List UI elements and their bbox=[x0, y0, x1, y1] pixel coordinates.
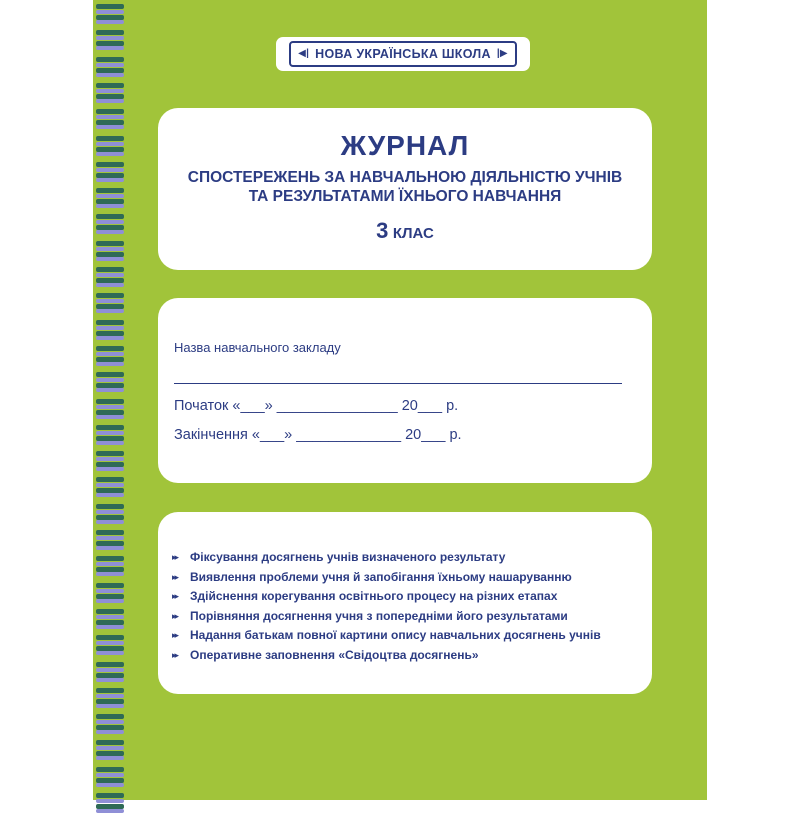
binding-coil bbox=[96, 556, 124, 582]
grade-word: КЛАС bbox=[392, 225, 434, 242]
binding-coil bbox=[96, 635, 124, 661]
binding-coil bbox=[96, 214, 124, 240]
binding-coil bbox=[96, 477, 124, 503]
binding-coil bbox=[96, 767, 124, 793]
double-chevron-right-icon: ▸▸ bbox=[172, 610, 178, 621]
binding-coil bbox=[96, 399, 124, 425]
list-item-text: Фіксування досягнень учнів визначеного результату bbox=[190, 550, 506, 564]
list-item bbox=[172, 548, 601, 568]
triangle-right-icon: |▶ bbox=[496, 48, 508, 59]
binding-coil bbox=[96, 267, 124, 293]
list-item bbox=[172, 646, 601, 666]
school-name-field bbox=[174, 383, 622, 384]
binding-coil bbox=[96, 83, 124, 109]
triangle-left-icon: ◀| bbox=[298, 48, 310, 59]
binding-coil bbox=[96, 793, 124, 819]
title-card bbox=[158, 108, 652, 270]
features-card bbox=[158, 512, 652, 694]
binding-coil bbox=[96, 740, 124, 766]
double-chevron-right-icon: ▸▸ bbox=[172, 591, 178, 602]
binding-coil bbox=[96, 320, 124, 346]
binding-coil bbox=[96, 109, 124, 135]
school-name-label: Назва навчального закладу bbox=[174, 340, 341, 355]
double-chevron-right-icon: ▸▸ bbox=[172, 649, 178, 660]
page-title: ЖУРНАЛ bbox=[340, 130, 470, 161]
binding-coil bbox=[96, 136, 124, 162]
start-date-field: Початок «___» _______________ 20___ р. bbox=[174, 398, 459, 414]
binding-coil bbox=[96, 714, 124, 740]
binding-coil bbox=[96, 293, 124, 319]
series-name: НОВА УКРАЇНСЬКА ШКОЛА bbox=[315, 47, 491, 61]
binding-coil bbox=[96, 425, 124, 451]
subtitle-line-1: СПОСТЕРЕЖЕНЬ ЗА НАВЧАЛЬНОЮ ДІЯЛЬНІСТЮ УЧНІВ bbox=[187, 169, 623, 186]
binding-coil bbox=[96, 688, 124, 714]
list-item bbox=[172, 626, 601, 646]
double-chevron-right-icon: ▸▸ bbox=[172, 552, 178, 562]
binding-coil bbox=[96, 57, 124, 83]
list-item-text: Надання батькам повної картини опису навчальних досягнень учнів bbox=[190, 628, 601, 643]
binding-coil bbox=[96, 372, 124, 398]
features-list bbox=[172, 548, 601, 666]
binding-coil bbox=[96, 162, 124, 188]
subtitle bbox=[158, 168, 652, 206]
school-info-card bbox=[158, 298, 652, 483]
binding-coil bbox=[96, 451, 124, 477]
series-badge-frame bbox=[289, 41, 517, 67]
list-item-text: Виявлення проблеми учня й запобігання їхньому нашаруванню bbox=[190, 569, 572, 584]
binding-coil bbox=[96, 583, 124, 609]
binding-coil bbox=[96, 530, 124, 556]
binding-coil bbox=[96, 241, 124, 267]
grade-number: 3 bbox=[376, 218, 389, 243]
list-item-text: Порівняння досягнення учня з попередніми його результатами bbox=[190, 608, 568, 623]
list-item bbox=[172, 607, 601, 627]
binding-coil bbox=[96, 504, 124, 530]
binding-coil bbox=[96, 662, 124, 688]
double-chevron-right-icon: ▸▸ bbox=[172, 571, 178, 582]
binding-coil bbox=[96, 30, 124, 56]
double-chevron-right-icon: ▸▸ bbox=[172, 630, 178, 641]
binding-coil bbox=[96, 4, 124, 30]
end-date-field: Закінчення «___» _____________ 20___ р. bbox=[174, 427, 462, 443]
binding-coil bbox=[96, 609, 124, 635]
list-item bbox=[172, 587, 601, 607]
series-badge bbox=[276, 37, 530, 71]
binding-coil bbox=[96, 346, 124, 372]
subtitle-line-2: ТА РЕЗУЛЬТАТАМИ ЇХНЬОГО НАВЧАННЯ bbox=[248, 188, 562, 205]
list-item-text: Оперативне заповнення «Свідоцтва досягнень» bbox=[190, 647, 479, 662]
list-item bbox=[172, 568, 601, 588]
list-item-text: Здійснення корегування освітнього процесу на різних етапах bbox=[190, 589, 558, 604]
binding-coil bbox=[96, 188, 124, 214]
grade-label bbox=[158, 218, 652, 244]
